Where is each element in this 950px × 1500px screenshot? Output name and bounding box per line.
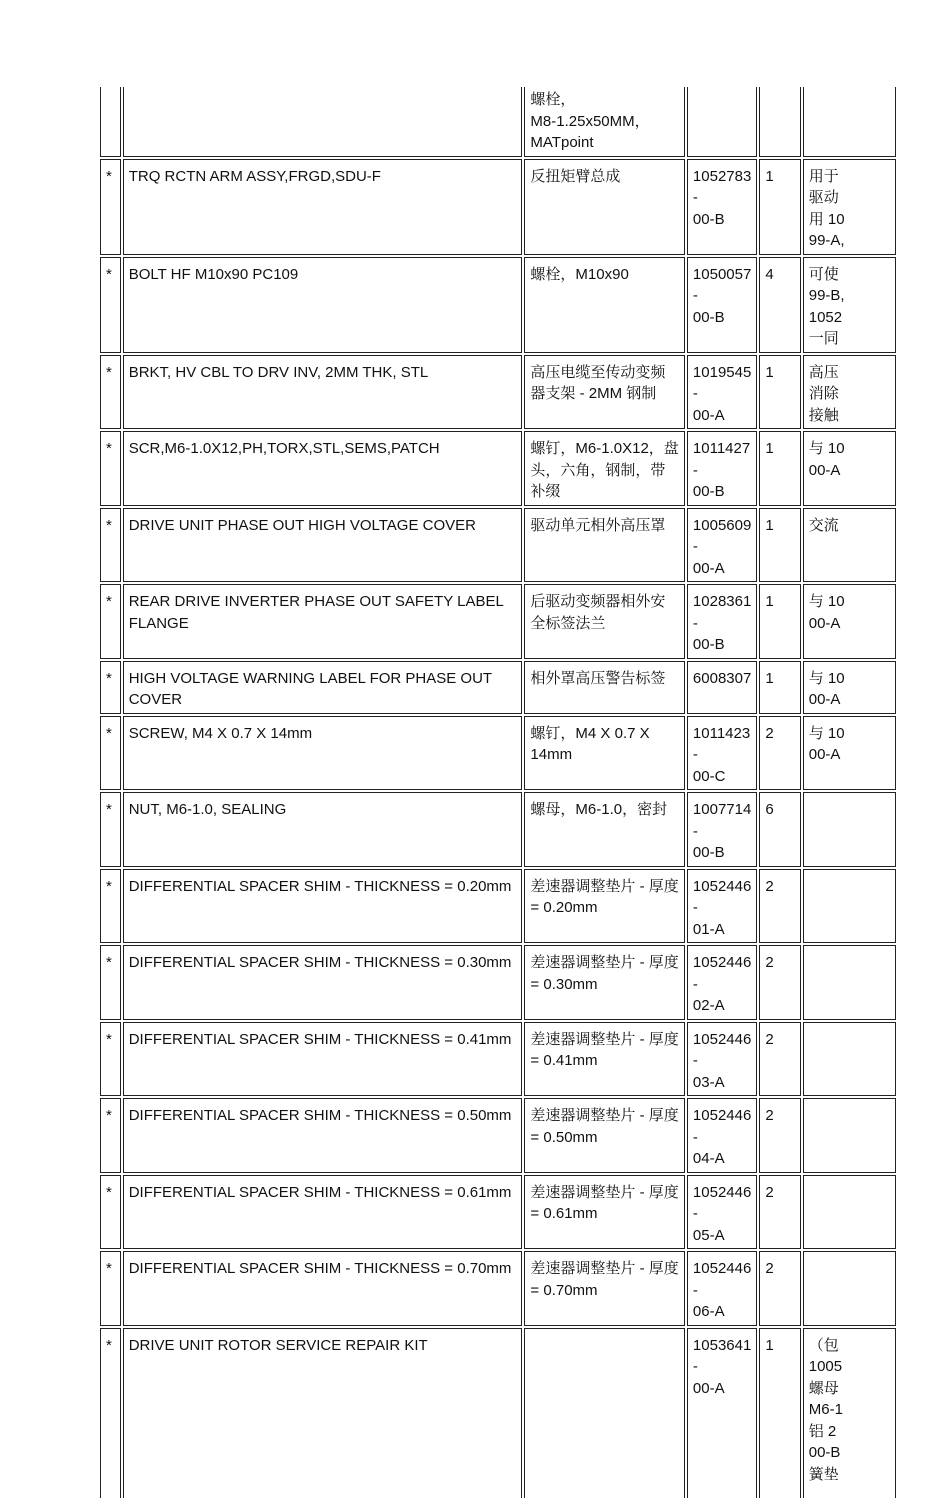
chinese-description: 后驱动变频器相外安全标签法兰 xyxy=(524,584,685,659)
note xyxy=(803,1098,896,1173)
part-number: 1005609- 00-A xyxy=(687,508,757,583)
part-number: 1052783- 00-B xyxy=(687,159,757,255)
chinese-description: 螺栓，M10x90 xyxy=(524,257,685,353)
quantity: 2 xyxy=(759,716,800,791)
table-row xyxy=(100,792,896,867)
part-description: TRQ RCTN ARM ASSY,FRGD,SDU-F xyxy=(123,159,523,255)
quantity xyxy=(759,87,800,157)
chinese-description xyxy=(524,1328,685,1498)
part-description: DRIVE UNIT PHASE OUT HIGH VOLTAGE COVER xyxy=(123,508,523,583)
chinese-description: 差速器调整垫片 - 厚度 = 0.50mm xyxy=(524,1098,685,1173)
part-number: 1028361- 00-B xyxy=(687,584,757,659)
table-row xyxy=(100,508,896,583)
quantity: 6 xyxy=(759,792,800,867)
quantity: 1 xyxy=(759,1328,800,1498)
table-row xyxy=(100,945,896,1020)
note: 与 10 00-A xyxy=(803,716,896,791)
part-number: 1052446- 03-A xyxy=(687,1022,757,1097)
note: 与 10 00-A xyxy=(803,584,896,659)
part-number: 1053641- 00-A xyxy=(687,1328,757,1498)
note: 交流 xyxy=(803,508,896,583)
part-description: DIFFERENTIAL SPACER SHIM - THICKNESS = 0.30mm xyxy=(123,945,523,1020)
quantity: 2 xyxy=(759,1098,800,1173)
table-row xyxy=(100,661,896,714)
part-description: BOLT HF M10x90 PC109 xyxy=(123,257,523,353)
table-row xyxy=(100,159,896,255)
part-description: REAR DRIVE INVERTER PHASE OUT SAFETY LABEL FLANGE xyxy=(123,584,523,659)
part-description: SCREW, M4 X 0.7 X 14mm xyxy=(123,716,523,791)
part-description: BRKT, HV CBL TO DRV INV, 2MM THK, STL xyxy=(123,355,523,430)
table-row xyxy=(100,1022,896,1097)
row-marker: * xyxy=(100,1022,121,1097)
part-description: HIGH VOLTAGE WARNING LABEL FOR PHASE OUT COVER xyxy=(123,661,523,714)
chinese-description: 差速器调整垫片 - 厚度 = 0.20mm xyxy=(524,869,685,944)
part-number: 1050057- 00-B xyxy=(687,257,757,353)
note: 用于 驱动 用 10 99-A, xyxy=(803,159,896,255)
table-row xyxy=(100,1175,896,1250)
row-marker xyxy=(100,87,121,157)
table-row xyxy=(100,869,896,944)
quantity: 2 xyxy=(759,1251,800,1326)
row-marker: * xyxy=(100,869,121,944)
part-number: 1007714- 00-B xyxy=(687,792,757,867)
quantity: 2 xyxy=(759,869,800,944)
note xyxy=(803,869,896,944)
note: 与 10 00-A xyxy=(803,431,896,506)
note: 可使 99-B, 1052 一同 xyxy=(803,257,896,353)
row-marker: * xyxy=(100,945,121,1020)
quantity: 1 xyxy=(759,508,800,583)
part-number: 1052446- 01-A xyxy=(687,869,757,944)
part-number: 1052446- 06-A xyxy=(687,1251,757,1326)
chinese-description: 驱动单元相外高压罩 xyxy=(524,508,685,583)
part-description: DIFFERENTIAL SPACER SHIM - THICKNESS = 0.70mm xyxy=(123,1251,523,1326)
note xyxy=(803,1022,896,1097)
table-row xyxy=(100,1251,896,1326)
part-description: DIFFERENTIAL SPACER SHIM - THICKNESS = 0.61mm xyxy=(123,1175,523,1250)
part-number: 6008307 xyxy=(687,661,757,714)
row-marker: * xyxy=(100,1098,121,1173)
table-row xyxy=(100,1098,896,1173)
quantity: 1 xyxy=(759,159,800,255)
note: 与 10 00-A xyxy=(803,661,896,714)
part-description: DIFFERENTIAL SPACER SHIM - THICKNESS = 0.20mm xyxy=(123,869,523,944)
chinese-description: 相外罩高压警告标签 xyxy=(524,661,685,714)
chinese-description: 差速器调整垫片 - 厚度 = 0.70mm xyxy=(524,1251,685,1326)
part-number xyxy=(687,87,757,157)
part-number: 1011427- 00-B xyxy=(687,431,757,506)
quantity: 2 xyxy=(759,1022,800,1097)
note xyxy=(803,1251,896,1326)
note xyxy=(803,792,896,867)
part-description: DRIVE UNIT ROTOR SERVICE REPAIR KIT xyxy=(123,1328,523,1498)
row-marker: * xyxy=(100,257,121,353)
part-description: SCR,M6-1.0X12,PH,TORX,STL,SEMS,PATCH xyxy=(123,431,523,506)
table-row xyxy=(100,355,896,430)
quantity: 1 xyxy=(759,661,800,714)
table-row xyxy=(100,87,896,157)
chinese-description: 螺母，M6-1.0，密封 xyxy=(524,792,685,867)
row-marker: * xyxy=(100,1175,121,1250)
quantity: 1 xyxy=(759,431,800,506)
quantity: 2 xyxy=(759,1175,800,1250)
chinese-description: 反扭矩臂总成 xyxy=(524,159,685,255)
note xyxy=(803,87,896,157)
quantity: 1 xyxy=(759,584,800,659)
row-marker: * xyxy=(100,792,121,867)
row-marker: * xyxy=(100,508,121,583)
row-marker: * xyxy=(100,431,121,506)
note xyxy=(803,945,896,1020)
row-marker: * xyxy=(100,1251,121,1326)
row-marker: * xyxy=(100,159,121,255)
table-row xyxy=(100,716,896,791)
part-description: NUT, M6-1.0, SEALING xyxy=(123,792,523,867)
quantity: 2 xyxy=(759,945,800,1020)
part-number: 1052446- 05-A xyxy=(687,1175,757,1250)
chinese-description: 差速器调整垫片 - 厚度 = 0.61mm xyxy=(524,1175,685,1250)
table-row xyxy=(100,257,896,353)
chinese-description: 螺钉，M4 X 0.7 X 14mm xyxy=(524,716,685,791)
row-marker: * xyxy=(100,661,121,714)
part-description: DIFFERENTIAL SPACER SHIM - THICKNESS = 0.50mm xyxy=(123,1098,523,1173)
quantity: 4 xyxy=(759,257,800,353)
row-marker: * xyxy=(100,716,121,791)
parts-table xyxy=(98,85,898,1500)
part-description xyxy=(123,87,523,157)
note: 高压 消除 接触 xyxy=(803,355,896,430)
row-marker: * xyxy=(100,355,121,430)
parts-table-body xyxy=(100,87,896,1498)
part-number: 1052446- 04-A xyxy=(687,1098,757,1173)
quantity: 1 xyxy=(759,355,800,430)
note: （包 1005 螺母 M6-1 铝 2 00-B 簧垫 xyxy=(803,1328,896,1498)
row-marker: * xyxy=(100,584,121,659)
row-marker: * xyxy=(100,1328,121,1498)
part-number: 1011423- 00-C xyxy=(687,716,757,791)
chinese-description: 螺栓， M8-1.25x50MM， MATpoint xyxy=(524,87,685,157)
chinese-description: 螺钉，M6-1.0X12，盘头，六角，钢制，带补缀 xyxy=(524,431,685,506)
chinese-description: 差速器调整垫片 - 厚度 = 0.30mm xyxy=(524,945,685,1020)
chinese-description: 差速器调整垫片 - 厚度 = 0.41mm xyxy=(524,1022,685,1097)
part-number: 1019545- 00-A xyxy=(687,355,757,430)
table-row xyxy=(100,584,896,659)
table-row xyxy=(100,431,896,506)
chinese-description: 高压电缆至传动变频器支架 - 2MM 钢制 xyxy=(524,355,685,430)
table-row xyxy=(100,1328,896,1498)
note xyxy=(803,1175,896,1250)
part-description: DIFFERENTIAL SPACER SHIM - THICKNESS = 0.41mm xyxy=(123,1022,523,1097)
part-number: 1052446- 02-A xyxy=(687,945,757,1020)
